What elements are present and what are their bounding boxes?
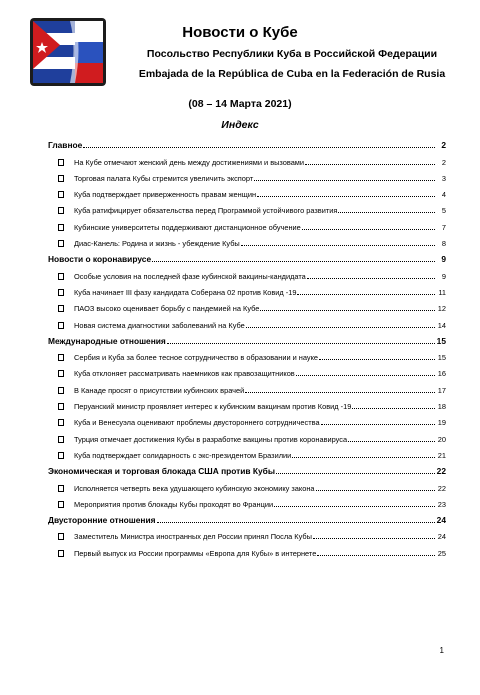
toc-item-page: 2 <box>441 157 446 167</box>
toc-section-page: 9 <box>441 254 446 265</box>
toc-section-label: Главное <box>48 140 83 151</box>
checkbox-bullet-icon <box>58 305 64 312</box>
toc-item-label: Мероприятия против блокады Кубы проходят во Франции <box>74 499 274 509</box>
toc-leader <box>305 164 435 165</box>
checkbox-bullet-icon <box>58 224 64 231</box>
toc-leader <box>276 473 435 474</box>
toc-section[interactable] <box>48 248 446 264</box>
checkbox-bullet-icon <box>58 452 64 459</box>
toc-leader <box>254 180 435 181</box>
checkbox-bullet-icon <box>58 485 64 492</box>
toc-leader <box>319 359 435 360</box>
checkbox-bullet-icon <box>58 191 64 198</box>
toc-item-page: 18 <box>437 402 446 412</box>
toc-item-label: Кубинские университеты поддерживают дистанционное обучение <box>74 222 301 232</box>
checkbox-bullet-icon <box>58 387 64 394</box>
toc-item[interactable] <box>48 150 446 166</box>
toc-item[interactable] <box>48 232 446 248</box>
toc-item-label: Куба и Венесуэла оценивают проблемы двустороннего сотрудничества <box>74 418 320 428</box>
toc-item-label: Куба подтверждает приверженность правам женщин <box>74 190 257 200</box>
toc-item-page: 24 <box>437 532 446 542</box>
toc-section-page: 22 <box>436 466 446 477</box>
toc-item-page: 20 <box>437 434 446 444</box>
toc-section-page: 15 <box>436 335 446 346</box>
toc-item-page: 21 <box>437 450 446 460</box>
toc-section[interactable] <box>48 509 446 525</box>
toc-item[interactable] <box>48 411 446 427</box>
table-of-contents <box>48 134 446 558</box>
toc-item-label: Торговая палата Кубы стремится увеличить экспорт <box>74 173 254 183</box>
toc-leader <box>246 327 435 328</box>
toc-leader <box>313 538 435 539</box>
toc-section-label: Экономическая и торговая блокада США против Кубы <box>48 466 275 477</box>
toc-item-page: 23 <box>437 499 446 509</box>
toc-leader <box>307 278 435 279</box>
toc-leader <box>152 261 435 262</box>
toc-item[interactable] <box>48 183 446 199</box>
checkbox-bullet-icon <box>58 533 64 540</box>
toc-section-page: 2 <box>441 140 446 151</box>
toc-leader <box>292 457 435 458</box>
toc-item-page: 15 <box>437 353 446 363</box>
toc-item-page: 14 <box>437 320 446 330</box>
toc-leader <box>302 229 435 230</box>
toc-section[interactable] <box>48 134 446 150</box>
toc-item[interactable] <box>48 493 446 509</box>
toc-item-page: 4 <box>441 190 446 200</box>
checkbox-bullet-icon <box>58 550 64 557</box>
toc-item[interactable] <box>48 199 446 215</box>
toc-leader <box>245 392 435 393</box>
toc-item-label: На Кубе отмечают женский день между достижениями и вызовами <box>74 157 305 167</box>
toc-leader <box>352 408 435 409</box>
toc-item-label: Сербия и Куба за более тесное сотрудничество в образовании и науке <box>74 353 319 363</box>
toc-item[interactable] <box>48 281 446 297</box>
toc-section-page: 24 <box>436 515 446 526</box>
checkbox-bullet-icon <box>58 175 64 182</box>
toc-leader <box>241 245 435 246</box>
toc-item-label: Заместитель Министра иностранных дел России принял Посла Кубы <box>74 532 312 542</box>
toc-item[interactable] <box>48 444 446 460</box>
toc-section-label: Международные отношения <box>48 335 166 346</box>
toc-leader <box>257 196 435 197</box>
toc-item[interactable] <box>48 313 446 329</box>
toc-leader <box>274 506 435 507</box>
toc-item-label: Куба подтверждает солидарность с экс-президентом Бразилии <box>74 450 292 460</box>
toc-item-label: Турция отмечает достижения Кубы в разработке вакцины против коронавируса <box>74 434 348 444</box>
checkbox-bullet-icon <box>58 159 64 166</box>
toc-item-page: 17 <box>437 385 446 395</box>
toc-leader <box>321 424 435 425</box>
toc-item[interactable] <box>48 297 446 313</box>
checkbox-bullet-icon <box>58 240 64 247</box>
toc-section[interactable] <box>48 460 446 476</box>
checkbox-bullet-icon <box>58 207 64 214</box>
index-heading: Индекс <box>221 119 259 131</box>
toc-item-page: 5 <box>441 206 446 216</box>
toc-leader <box>338 212 435 213</box>
toc-item[interactable] <box>48 427 446 443</box>
toc-item[interactable] <box>48 541 446 557</box>
toc-leader <box>296 375 435 376</box>
toc-item-label: Куба отклоняет рассматривать наемников как правозащитников <box>74 369 295 379</box>
toc-item-page: 7 <box>441 222 446 232</box>
toc-leader <box>317 555 435 556</box>
toc-item-page: 11 <box>438 287 446 297</box>
toc-item[interactable] <box>48 525 446 541</box>
toc-item[interactable] <box>48 215 446 231</box>
toc-item-label: В Канаде просят о присутствии кубинских врачей <box>74 385 245 395</box>
toc-item-label: Новая система диагностики заболеваний на Кубе <box>74 320 245 330</box>
toc-item-label: Перуанский министр проявляет интерес к кубинским вакцинам против Ковид -19 <box>74 402 352 412</box>
toc-item[interactable] <box>48 167 446 183</box>
toc-item[interactable] <box>48 476 446 492</box>
toc-leader <box>167 343 435 344</box>
toc-item[interactable] <box>48 395 446 411</box>
toc-section[interactable] <box>48 330 446 346</box>
toc-item[interactable] <box>48 264 446 280</box>
toc-item-label: Куба начинает III фазу кандидата Соберана 02 против Ковид -19 <box>74 287 297 297</box>
page-number: 1 <box>439 646 444 655</box>
toc-item-page: 16 <box>437 369 446 379</box>
toc-leader <box>83 147 435 148</box>
toc-section-label: Новости о коронавирусе <box>48 254 152 265</box>
checkbox-bullet-icon <box>58 273 64 280</box>
checkbox-bullet-icon <box>58 419 64 426</box>
toc-item-page: 22 <box>437 483 446 493</box>
checkbox-bullet-icon <box>58 370 64 377</box>
toc-item-page: 3 <box>441 173 446 183</box>
checkbox-bullet-icon <box>58 501 64 508</box>
toc-leader <box>316 490 435 491</box>
toc-leader <box>297 294 435 295</box>
toc-item[interactable] <box>48 378 446 394</box>
checkbox-bullet-icon <box>58 436 64 443</box>
toc-section-label: Двусторонние отношения <box>48 515 156 526</box>
toc-item-page: 25 <box>437 548 446 558</box>
date-range: (08 – 14 Марта 2021) <box>188 98 292 110</box>
toc-item-page: 8 <box>441 239 446 249</box>
toc-item-page: 12 <box>437 304 446 314</box>
toc-item-label: ПАОЗ высоко оценивает борьбу с пандемией на Кубе <box>74 304 260 314</box>
toc-item[interactable] <box>48 362 446 378</box>
embassy-name-es: Embajada de la República de Cuba en la Federación de Rusia <box>138 68 446 80</box>
toc-leader <box>260 310 435 311</box>
checkbox-bullet-icon <box>58 289 64 296</box>
checkbox-bullet-icon <box>58 354 64 361</box>
toc-item-label: Особые условия на последней фазе кубинской вакцины-кандидата <box>74 271 306 281</box>
checkbox-bullet-icon <box>58 403 64 410</box>
toc-item-page: 9 <box>441 271 446 281</box>
toc-item-label: Исполняется четверть века удушающего кубинскую экономику закона <box>74 483 315 493</box>
toc-item-label: Куба ратифицирует обязательства перед Программой устойчивого развития <box>74 206 338 216</box>
toc-leader <box>157 522 435 523</box>
toc-item-label: Диас-Канель: Родина и жизнь - убеждение Кубы <box>74 239 240 249</box>
toc-item-label: Первый выпуск из России программы «Европа для Кубы» в интернете <box>74 548 317 558</box>
checkbox-bullet-icon <box>58 322 64 329</box>
toc-item[interactable] <box>48 346 446 362</box>
toc-item-page: 19 <box>437 418 446 428</box>
page-title: Новости о Кубе <box>182 24 298 41</box>
embassy-name-ru: Посольство Республики Куба в Российской Федерации <box>146 48 438 60</box>
toc-leader <box>348 441 435 442</box>
